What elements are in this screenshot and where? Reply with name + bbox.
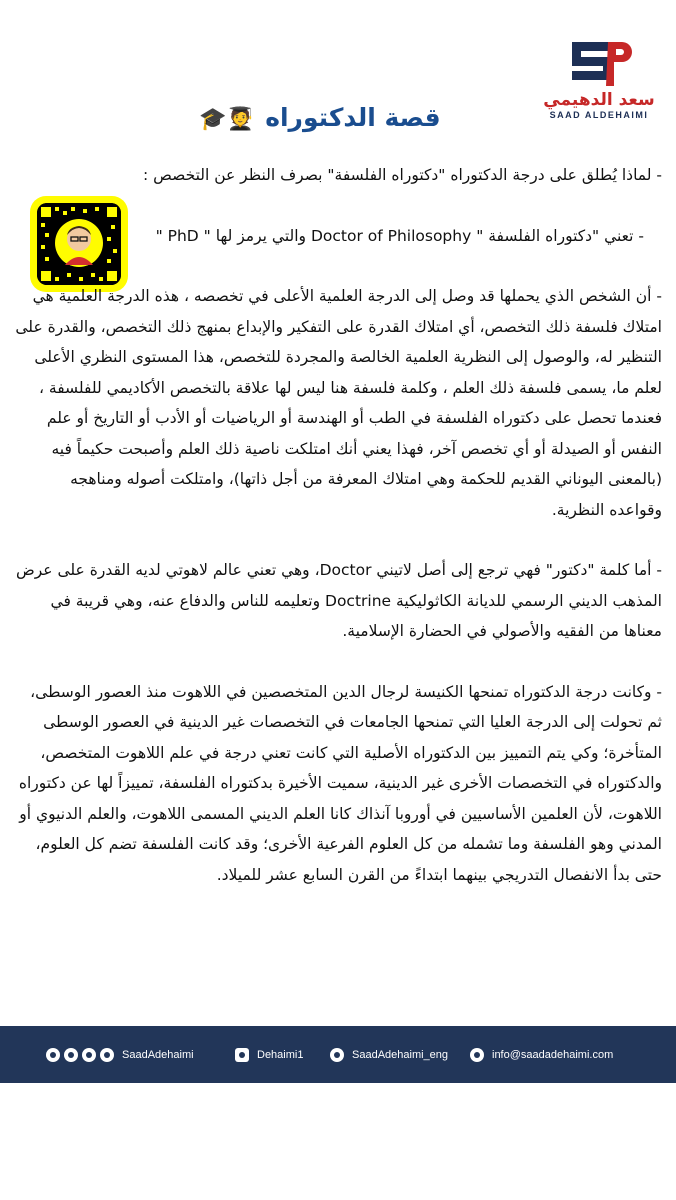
logo-mark-icon xyxy=(564,38,634,88)
youtube-handle[interactable]: Dehaimi1 xyxy=(257,1049,304,1061)
brand-subtitle: SAAD ALDEHAIMI xyxy=(549,110,649,120)
brand-logo xyxy=(540,38,658,133)
footer-social[interactable] xyxy=(46,1045,194,1065)
paragraph-5: - وكانت درجة الدكتوراه تمنحها الكنيسة لرجال الدين المتخصصين في اللاهوت منذ العصور الوسطى، ثم تحولت إلى الدرجة العليا التي تمنحها الجامعات في التخصصات غير الدينية في العصور الوسطى المتأخرة؛ وكي يتم التمييز بين الدكتوراه الأصلية التي كانت تعني درجة في علم اللاهوت المتخصص، والدكتوراه في التخصصات الأخرى غير الدينية، سميت الأخيرة بدكتوراه الفلسفة، تمييزاً لها عن دكتوراه اللاهوت، لأن العلمين الأساسيين في أوروبا آنذاك كانا العلم الديني المسمى اللاهوت، والعلم الدنيوي أو المدني وهو الفلسفة وما تشمله من كل العلوم الفرعية الأخرى؛ وقد كانت الفلسفة تضم كل العلوم، حتى بدأ الانفصال التدريجي بينهما ابتداءً من القرن السابع عشر للميلاد. xyxy=(18,682,662,884)
email-address[interactable]: info@saadadehaimi.com xyxy=(492,1049,614,1061)
paragraph-1: - لماذا يُطلق على درجة الدكتوراه "دكتوراه الفلسفة" بصرف النظر عن التخصص : xyxy=(142,166,662,184)
telegram-icon[interactable] xyxy=(82,1048,96,1062)
article-body xyxy=(14,160,662,890)
footer-bar xyxy=(0,1026,676,1083)
twitter-icon[interactable] xyxy=(64,1048,78,1062)
snapchat-icon[interactable] xyxy=(46,1048,60,1062)
paragraph-3: - أن الشخص الذي يحملها قد وصل إلى الدرجة العلمية الأعلى في تخصصه ، هذه الدرجة العلمية هي امتلاك فلسفة ذلك التخصص، أي امتلاك القدرة على التفكير والإبداع بمنهج ذلك التخصص، والقدرة على التنظير له، والوصول إلى النظرية العلمية الخالصة والمجردة للتخصص، هذا المستوى النظري الأعلى لعلم ما، يسمى فلسفة ذلك العلم ، وكلمة فلسفة هنا ليس لها علاقة بالتخصص الأكاديمي للفلسفة ، فعندما تحصل على دكتوراه الفلسفة في الطب أو الهندسة أو الرياضيات أو الأدب أو التاريخ أو علم النفس أو الصيدلة أو أي تخصص آخر، فهذا يعني أنك امتلكت ناصية ذلك العلم وأصبحت حكيماً فيه (بالمعنى اليوناني القديم للحكمة وهي امتلاك المعرفة من أجل ذاتها)، وامتلكت أصوله ومناهجه وقواعده النظرية. xyxy=(15,287,662,519)
paragraph-2: - تعني "دكتوراه الفلسفة " Doctor of Philosophy والتي يرمز لها " PhD " xyxy=(155,226,644,245)
footer-youtube[interactable] xyxy=(235,1045,303,1065)
paragraph-4: - أما كلمة "دكتور" فهي ترجع إلى أصل لاتيني Doctor، وهي تعني عالم لاهوتي لديه القدرة على عرض المذهب الديني الرسمي للديانة الكاثوليكية Doctrine وتعليمه للناس والدفاع عنه، وهي قريبة في معناها من الفقيه والأصولي في الحضارة الإسلامية. xyxy=(16,561,662,640)
instagram-icon[interactable] xyxy=(330,1048,344,1062)
social-handle[interactable]: SaadAdehaimi xyxy=(122,1049,194,1061)
youtube-icon[interactable] xyxy=(235,1048,249,1062)
footer-instagram[interactable] xyxy=(330,1045,448,1065)
brand-name: سعد الدهيمي xyxy=(543,90,655,110)
email-icon[interactable] xyxy=(470,1048,484,1062)
tiktok-icon[interactable] xyxy=(100,1048,114,1062)
page-title-row xyxy=(190,103,450,141)
footer-email[interactable] xyxy=(470,1045,613,1065)
instagram-handle[interactable]: SaadAdehaimi_eng xyxy=(352,1049,449,1061)
page-title: قصة الدكتوراه xyxy=(265,103,441,132)
graduate-icon: 🧑‍🎓🎓 xyxy=(199,107,255,132)
